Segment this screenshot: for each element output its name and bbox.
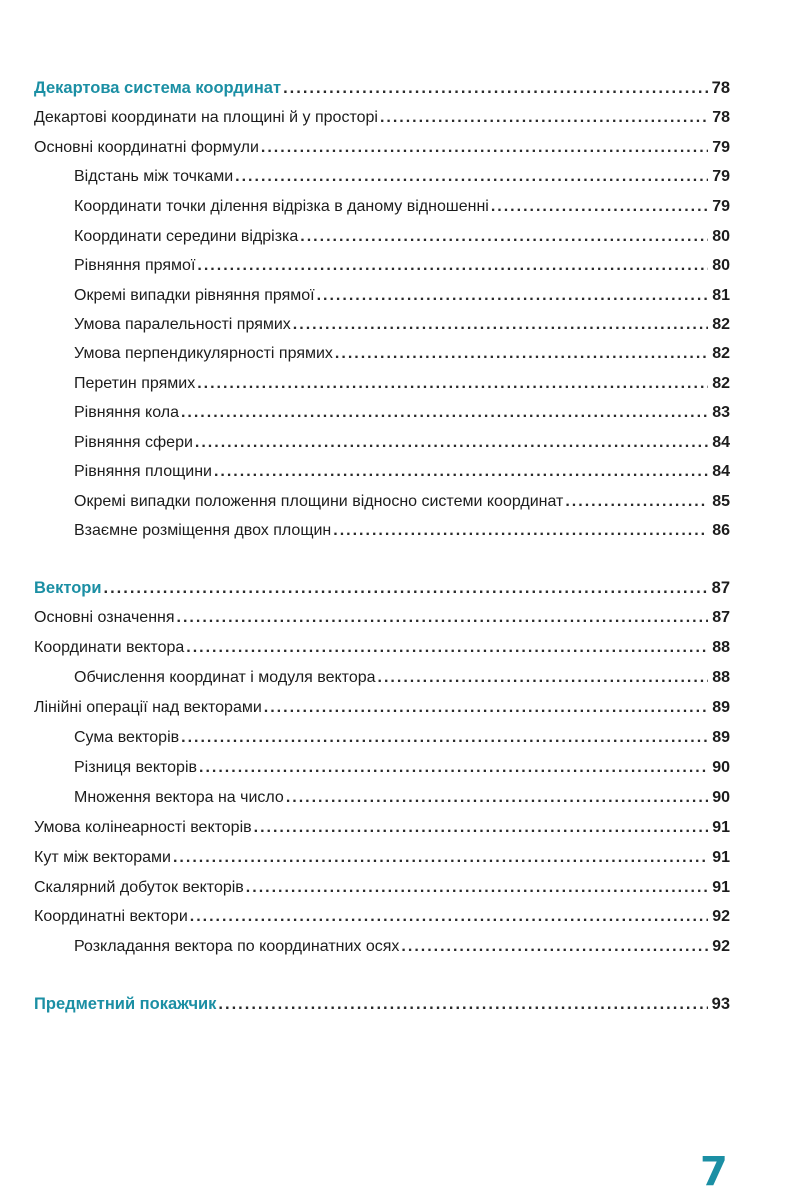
toc-page: 80 [712,228,730,245]
toc-entry-title: Рівняння прямої [74,257,196,274]
toc-page: 92 [712,908,730,925]
toc-entry-title: Умова перпендикулярності прямих [74,345,333,362]
toc-subentry[interactable] [74,197,730,217]
dot-leader [186,638,708,658]
toc-subentry[interactable] [74,344,730,364]
toc-page: 86 [712,522,730,539]
toc-subentry[interactable] [74,315,730,335]
toc-entry-title: Окремі випадки положення площини відносно системи координат [74,493,564,510]
toc-subentry[interactable] [74,668,730,688]
dot-leader [214,462,708,482]
dot-leader [565,492,708,512]
toc-subentry[interactable] [74,374,730,394]
toc-entry-title: Рівняння сфери [74,434,193,451]
toc-page: 83 [712,404,730,421]
toc-entry[interactable] [34,698,730,718]
toc-subentry[interactable] [74,937,730,957]
toc-entry-title: Відстань між точками [74,168,234,185]
dot-leader [254,818,708,838]
toc-page: 90 [712,759,730,776]
dot-leader [264,698,708,718]
toc-page: 82 [712,375,730,392]
dot-leader [181,728,708,748]
toc-subentry[interactable] [74,728,730,748]
toc-page: 79 [712,139,730,156]
dot-leader [173,848,708,868]
dot-leader [218,994,708,1014]
toc-heading-title: Предметний покажчик [34,995,217,1013]
toc-subentry[interactable] [74,788,730,808]
dot-leader [283,78,708,98]
toc-page: 91 [712,879,730,896]
toc-entry-title: Декартові координати на площині й у просторі [34,109,378,126]
toc-entry-title: Різниця векторів [74,759,198,776]
toc-entry[interactable] [34,818,730,838]
toc-entry-title: Умова колінеарності векторів [34,819,252,836]
toc-page: 91 [712,819,730,836]
toc-page: 84 [712,463,730,480]
toc-page: 82 [712,345,730,362]
toc-entry-title: Координати середини відрізка [74,228,299,245]
dot-leader [286,788,708,808]
toc-subentry[interactable] [74,492,730,512]
toc-entry-title: Взаємне розміщення двох площин [74,522,332,539]
toc-page: 87 [711,579,730,597]
dot-leader [293,315,708,335]
toc-entry-title: Сума векторів [74,729,180,746]
toc-page: 93 [711,995,730,1013]
toc-heading-title: Декартова система координат [34,79,282,97]
dot-leader [246,878,708,898]
toc-page: 91 [712,849,730,866]
dot-leader [378,668,708,688]
toc-subentry[interactable] [74,758,730,778]
toc-entry[interactable] [34,907,730,927]
toc-entry[interactable] [34,848,730,868]
toc-entry-title: Координати точки ділення відрізка в даному відношенні [74,198,489,215]
dot-leader [104,578,708,598]
dot-leader [199,758,708,778]
dot-leader [491,197,708,217]
toc-heading[interactable] [34,78,730,98]
toc-entry[interactable] [34,608,730,628]
dot-leader [335,344,708,364]
toc-entry-title: Перетин прямих [74,375,196,392]
toc-entry-title: Розкладання вектора по координатних осях [74,938,400,955]
toc-page: 85 [712,493,730,510]
toc-page: 81 [712,287,730,304]
toc-page: 78 [712,109,730,126]
toc-page: 88 [712,639,730,656]
toc-page: 82 [712,316,730,333]
toc-page: 80 [712,257,730,274]
dot-leader [197,256,708,276]
toc-page: 90 [712,789,730,806]
toc-entry-title: Рівняння кола [74,404,179,421]
toc-entry[interactable] [34,108,730,128]
dot-leader [235,167,708,187]
toc-subentry[interactable] [74,227,730,247]
toc-entry-title: Кут між векторами [34,849,171,866]
dot-leader [181,403,708,423]
page-number: 7 [700,1149,728,1195]
toc-entry-title: Координати вектора [34,639,185,656]
toc-page: 84 [712,434,730,451]
toc-entry-title: Основні координатні формули [34,139,259,156]
toc-subentry[interactable] [74,256,730,276]
toc-heading[interactable] [34,994,730,1014]
toc-entry-title: Окремі випадки рівняння прямої [74,287,315,304]
toc-entry-title: Координатні вектори [34,908,188,925]
toc-entry[interactable] [34,638,730,658]
toc-entry[interactable] [34,878,730,898]
toc-page: 79 [712,198,730,215]
toc-entry[interactable] [34,138,730,158]
toc-subentry[interactable] [74,403,730,423]
toc-subentry[interactable] [74,167,730,187]
toc-entry-title: Лінійні операції над векторами [34,699,262,716]
toc-subentry[interactable] [74,433,730,453]
dot-leader [177,608,708,628]
toc-page: 92 [712,938,730,955]
dot-leader [300,227,708,247]
toc-subentry[interactable] [74,286,730,306]
dot-leader [401,937,708,957]
toc-page: 89 [712,729,730,746]
toc-entry-title: Обчислення координат і модуля вектора [74,669,376,686]
toc-entry-title: Рівняння площини [74,463,212,480]
toc-heading[interactable] [34,578,730,598]
toc-page: 88 [712,669,730,686]
dot-leader [380,108,708,128]
toc-page: 87 [712,609,730,626]
toc-heading-title: Вектори [34,579,102,597]
dot-leader [197,374,708,394]
toc-entry-title: Умова паралельності прямих [74,316,291,333]
dot-leader [261,138,708,158]
toc-page: 79 [712,168,730,185]
toc-entry-title: Скалярний добуток векторів [34,879,244,896]
dot-leader [195,433,708,453]
dot-leader [190,907,708,927]
toc-entry-title: Основні означення [34,609,175,626]
toc-subentry[interactable] [74,462,730,482]
dot-leader [333,521,708,541]
toc-page: 89 [712,699,730,716]
toc-entry-title: Множення вектора на число [74,789,284,806]
dot-leader [317,286,708,306]
toc-subentry[interactable] [74,521,730,541]
toc-page: 78 [711,79,730,97]
